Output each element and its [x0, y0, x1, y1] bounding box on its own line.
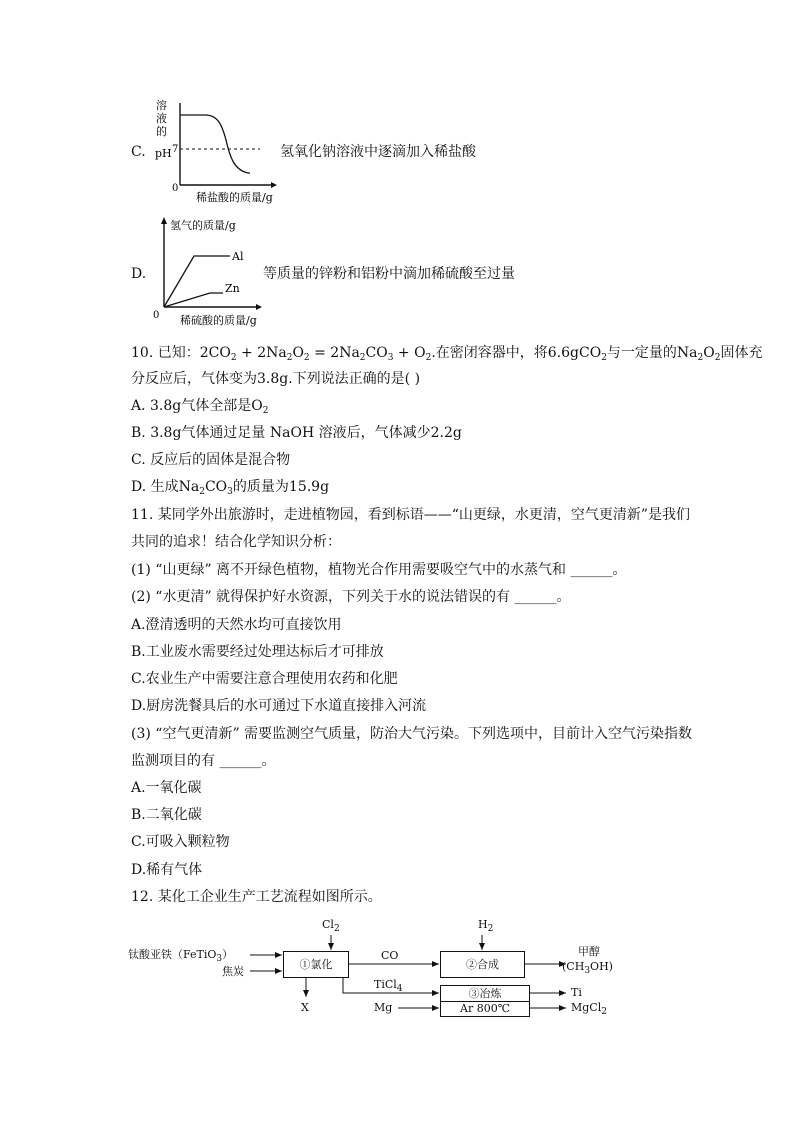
q10-option-a — [131, 397, 268, 415]
q12-cl2 — [322, 918, 340, 934]
sub: 2 — [333, 924, 340, 934]
graph-c-ylabel-1: 溶 — [156, 99, 167, 112]
sub: 2 — [199, 487, 205, 497]
graph-d-x-arrow — [256, 304, 262, 310]
q12-h2-text: H — [478, 918, 488, 931]
q11-part1: (1) “山更绿” 离不开绿色植物，植物光合作用需要吸空气中的水蒸气和 ______。 — [131, 562, 627, 578]
graph-d-hydrogen-curve — [150, 212, 270, 330]
graph-d-al-label: Al — [232, 250, 244, 263]
q11-part3-option-c: C.可吸入颗粒物 — [131, 834, 230, 850]
graph-d-description: 等质量的锌粉和铝粉中滴加稀硫酸至过量 — [263, 266, 515, 282]
graph-c-ylabel-2: 液 — [156, 112, 167, 125]
q10-option-b: B. 3.8g气体通过足量 NaOH 溶液后，气体减少2.2g — [131, 425, 462, 441]
q12-co: CO — [381, 949, 399, 962]
graph-c-curve — [180, 115, 250, 173]
q12-input-fetio3-text: ） — [222, 948, 234, 961]
sub: 2 — [714, 353, 721, 363]
q10-option-d-text: 的质量为15.9g — [232, 479, 330, 495]
q12-methanol-name: 甲醇 — [578, 945, 600, 958]
q12-stem: 12. 某化工企业生产工艺流程如图所示。 — [131, 889, 382, 905]
q12-methanol-formula — [562, 960, 613, 976]
q10-stem-part: .在密闭容器中，将6.6gCO — [431, 345, 602, 361]
q10-option-d: D. 生成$Na_2CO_3$的质量为15.9g — [131, 479, 330, 497]
q10-number: 10. — [131, 345, 154, 361]
q12-h2 — [478, 918, 494, 934]
q12-ti: Ti — [571, 986, 582, 999]
graph-c-ph-curve — [150, 95, 280, 205]
q10-stem-line2: 分反应后，气体变为3.8g.下列说法正确的是( ) — [131, 371, 421, 387]
q11-part3-option-a: A.一氧化碳 — [131, 780, 202, 796]
sub: 3 — [584, 966, 591, 976]
q12-input-coke: 焦炭 — [222, 965, 244, 978]
q11-part3-option-b: B.二氧化碳 — [131, 807, 202, 823]
graph-d-xlabel: 稀硫酸的质量/g — [180, 314, 257, 327]
q12-cl2-text: Cl — [322, 918, 334, 931]
graph-d-y-arrow — [161, 217, 167, 224]
option-d-label: D. — [131, 266, 147, 282]
q12-methanol-formula-text: OH) — [590, 960, 613, 973]
graph-c-x-arrow — [271, 182, 277, 188]
q11-part2: (2) “水更清” 就得保护好水资源，下列关于水的说法错误的有 ______。 — [131, 589, 571, 605]
q10-stem-part: = 2Na — [309, 345, 360, 361]
q11-stem-line2: 共同的追求！结合化学知识分析： — [131, 534, 341, 550]
q10-stem-part: + 2Na — [236, 345, 287, 361]
q10-option-d-text: D. 生成Na — [131, 479, 200, 495]
sub: 2 — [697, 353, 704, 363]
graph-c-description: 氢氧化钠溶液中逐滴加入稀盐酸 — [280, 144, 476, 160]
graph-d-ylabel: 氢气的质量/g — [170, 219, 236, 232]
q12-box-chlorination: ①氯化 — [283, 951, 349, 978]
q10-stem-pre: 已知：2CO — [157, 345, 231, 361]
q12-ticl4-text: TiCl — [374, 978, 397, 991]
q11-part2-option-a: A.澄清透明的天然水均可直接饮用 — [131, 617, 342, 633]
graph-d-origin: 0 — [153, 310, 160, 321]
q12-box-smelting-title: ③冶炼 — [441, 987, 529, 1002]
sub: 4 — [396, 984, 403, 994]
graph-c-ylabel-ph: pH — [155, 147, 172, 160]
sub: 2 — [601, 353, 607, 363]
sub: 3 — [227, 487, 233, 497]
q11-part2-option-c: C.农业生产中需要注意合理使用农药和化肥 — [131, 671, 398, 687]
q10-stem-line1: 10. 已知：$2CO_2 + 2Na_2O_2 = 2Na_2CO_3 + O_2$.在密闭容器中，将6.6gCO$_2$与一定量的$Na_2O_2$固体充 — [131, 345, 763, 363]
q11-stem-line1: 11. 某同学外出旅游时，走进植物园，看到标语——“山更绿，水更清，空气更清新”是我们 — [131, 507, 691, 523]
sub: 2 — [487, 924, 494, 934]
q12-process-flow-diagram — [128, 915, 628, 1020]
q12-mgcl2 — [571, 1001, 607, 1017]
q12-mg: Mg — [374, 1001, 393, 1014]
graph-c-tick-7: 7 — [172, 144, 179, 155]
graph-c-origin: 0 — [172, 183, 179, 194]
sub: 2 — [262, 406, 269, 416]
sub: 2 — [303, 353, 310, 363]
q12-input-fetio3-text: 钛酸亚铁（FeTiO — [128, 948, 217, 961]
sub: 2 — [425, 353, 432, 363]
q12-ticl4 — [374, 978, 403, 994]
q10-stem-part: 固体充 — [720, 345, 763, 361]
q12-input-fetio3 — [128, 948, 234, 964]
sub: 3 — [387, 353, 394, 363]
q11-part2-option-d: D.厨房洗餐具后的水可通过下水道直接排入河流 — [131, 698, 427, 714]
sub: 2 — [230, 353, 237, 363]
q10-option-c: C. 反应后的固体是混合物 — [131, 452, 291, 468]
q11-part3-line2: 监测项目的有 ______。 — [131, 753, 276, 769]
graph-c-xlabel: 稀盐酸的质量/g — [196, 191, 273, 204]
q12-box-synthesis: ②合成 — [440, 951, 525, 978]
q12-x: X — [301, 1001, 309, 1014]
q11-part2-option-b: B.工业废水需要经过处理达标后才可排放 — [131, 644, 384, 660]
sub: 2 — [601, 1007, 607, 1017]
sub: 2 — [359, 353, 366, 363]
q12-box-smelting-condition: Ar 800℃ — [460, 1002, 510, 1015]
q12-box-smelting — [440, 985, 530, 1017]
option-c-label: C. — [131, 144, 146, 160]
q11-part3-option-d: D.稀有气体 — [131, 862, 203, 878]
q11-part3-line1: (3) “空气更清新” 需要监测空气质量，防治大气污染。下列选项中，目前计入空气污染指数 — [131, 726, 693, 742]
q10-stem-part: 与一定量的Na — [606, 345, 698, 361]
sub: 3 — [216, 954, 223, 964]
graph-d-zn-label: Zn — [225, 282, 240, 295]
q10-stem-part: + O — [393, 345, 426, 361]
graph-d-zn-line — [164, 293, 223, 307]
sub: 2 — [286, 353, 293, 363]
graph-d-al-line — [164, 256, 230, 307]
graph-c-ylabel-3: 的 — [156, 125, 167, 138]
q12-mgcl2-text: MgCl — [571, 1001, 602, 1014]
q12-methanol-formula-text: (CH — [562, 960, 585, 973]
q10-option-a-text: A. 3.8g气体全部是O — [131, 398, 263, 414]
